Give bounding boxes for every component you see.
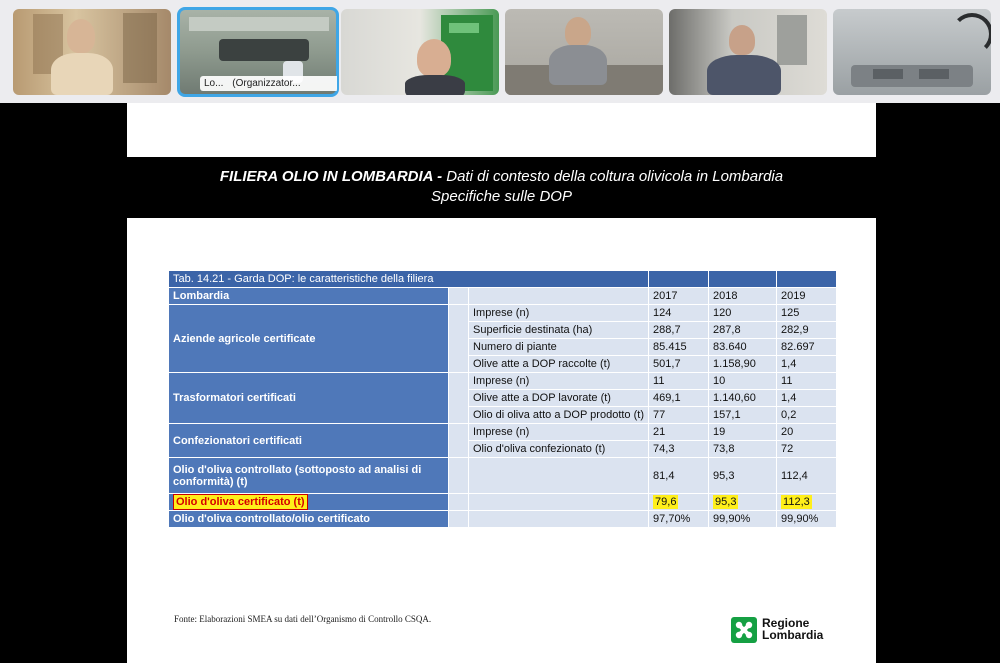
table-cell: 124	[649, 305, 709, 322]
table-row	[169, 424, 837, 441]
group-label: Trasformatori certificati	[169, 373, 449, 424]
table-cell: 99,90%	[777, 511, 837, 528]
certified-oil-label: Olio d'oliva certificato (t)	[173, 494, 308, 510]
logo-text-line2: Lombardia	[762, 628, 824, 642]
participant-tile-3[interactable]	[341, 9, 499, 95]
participant-strip	[0, 0, 1000, 103]
table-cell: 21	[649, 424, 709, 441]
participant-name: Lo...	[204, 78, 224, 89]
table-row	[169, 458, 837, 494]
table-cell: 83.640	[709, 339, 777, 356]
row-label: Imprese (n)	[469, 424, 649, 441]
table-caption-filler	[777, 271, 837, 288]
table-cell: 85.415	[649, 339, 709, 356]
highlighted-value: 95,3	[715, 496, 737, 508]
year-header: 2017	[649, 288, 709, 305]
empty-cell	[449, 373, 469, 424]
table-row	[169, 494, 837, 511]
participant-name-label	[200, 76, 337, 91]
row-label: Olio d'oliva confezionato (t)	[469, 441, 649, 458]
table-cell: 287,8	[709, 322, 777, 339]
presentation-slide	[127, 103, 876, 663]
participant-role: (Organizzator...	[232, 78, 301, 89]
table-cell: 157,1	[709, 407, 777, 424]
table-cell: 82.697	[777, 339, 837, 356]
table-cell: 95,3	[709, 458, 777, 494]
table-row	[169, 511, 837, 528]
table-cell	[777, 494, 837, 511]
table-cell: 72	[777, 441, 837, 458]
empty-cell	[469, 494, 649, 511]
table-cell: 19	[709, 424, 777, 441]
certified-oil-label-cell	[169, 494, 449, 511]
year-header: 2019	[777, 288, 837, 305]
year-header: 2018	[709, 288, 777, 305]
logo-text-line1: Regione	[762, 616, 810, 630]
regione-lombardia-mark-icon	[731, 617, 757, 643]
table-cell: 11	[777, 373, 837, 390]
table-caption-filler	[649, 271, 709, 288]
table-cell: 125	[777, 305, 837, 322]
table-cell	[649, 494, 709, 511]
empty-cell	[449, 511, 469, 528]
table-cell: 81,4	[649, 458, 709, 494]
group-label: Confezionatori certificati	[169, 424, 449, 458]
table-cell: 20	[777, 424, 837, 441]
garda-dop-table	[168, 270, 837, 528]
table-cell: 97,70%	[649, 511, 709, 528]
table-cell: 0,2	[777, 407, 837, 424]
table-cell: 112,4	[777, 458, 837, 494]
table-caption: Tab. 14.21 - Garda DOP: le caratteristiche della filiera	[169, 271, 649, 288]
participant-tile-5[interactable]	[669, 9, 827, 95]
table-cell: 469,1	[649, 390, 709, 407]
row-label: Numero di piante	[469, 339, 649, 356]
table-cell: 73,8	[709, 441, 777, 458]
group-label: Aziende agricole certificate	[169, 305, 449, 373]
row-label: Superficie destinata (ha)	[469, 322, 649, 339]
empty-cell	[469, 458, 649, 494]
regione-lombardia-logo	[731, 615, 831, 645]
table-row	[169, 373, 837, 390]
table-cell: 99,90%	[709, 511, 777, 528]
empty-cell	[469, 288, 649, 305]
empty-cell	[449, 305, 469, 373]
empty-cell	[469, 511, 649, 528]
empty-cell	[449, 424, 469, 458]
table-cell: 120	[709, 305, 777, 322]
highlighted-value: 112,3	[783, 496, 810, 508]
table-cell: 77	[649, 407, 709, 424]
shared-screen	[0, 103, 1000, 663]
source-note: Fonte: Elaborazioni SMEA su dati dell’Organismo di Controllo CSQA.	[174, 614, 432, 624]
slide-subtitle: Specifiche sulle DOP	[431, 188, 572, 205]
empty-cell	[449, 494, 469, 511]
total-label: Olio d'oliva controllato (sottoposto ad analisi di conformità) (t)	[169, 458, 449, 494]
row-label: Olive atte a DOP raccolte (t)	[469, 356, 649, 373]
row-label: Imprese (n)	[469, 373, 649, 390]
table-cell: 11	[649, 373, 709, 390]
total-label: Olio d'oliva controllato/olio certificato	[169, 511, 449, 528]
table-cell: 282,9	[777, 322, 837, 339]
table-caption-filler	[709, 271, 777, 288]
table-cell: 501,7	[649, 356, 709, 373]
participant-tile-6[interactable]	[833, 9, 991, 95]
highlighted-value: 79,6	[655, 496, 677, 508]
table-cell: 1,4	[777, 356, 837, 373]
empty-cell	[449, 288, 469, 305]
table-cell: 1,4	[777, 390, 837, 407]
empty-cell	[449, 458, 469, 494]
participant-tile-2[interactable]	[179, 9, 337, 95]
row-label: Olive atte a DOP lavorate (t)	[469, 390, 649, 407]
slide-title-bold: FILIERA OLIO IN LOMBARDIA -	[219, 168, 443, 185]
participant-tile-1[interactable]	[13, 9, 171, 95]
row-label: Imprese (n)	[469, 305, 649, 322]
table-cell	[709, 494, 777, 511]
table-cell: 288,7	[649, 322, 709, 339]
table-row	[169, 305, 837, 322]
table-cell: 10	[709, 373, 777, 390]
table-cell: 1.140,60	[709, 390, 777, 407]
table-cell: 74,3	[649, 441, 709, 458]
table-cell: 1.158,90	[709, 356, 777, 373]
row-label: Olio di oliva atto a DOP prodotto (t)	[469, 407, 649, 424]
slide-title	[127, 157, 876, 218]
region-header: Lombardia	[169, 288, 449, 305]
slide-title-rest: Dati di contesto della coltura olivicola in Lombardia	[442, 168, 784, 185]
participant-tile-4[interactable]	[505, 9, 663, 95]
